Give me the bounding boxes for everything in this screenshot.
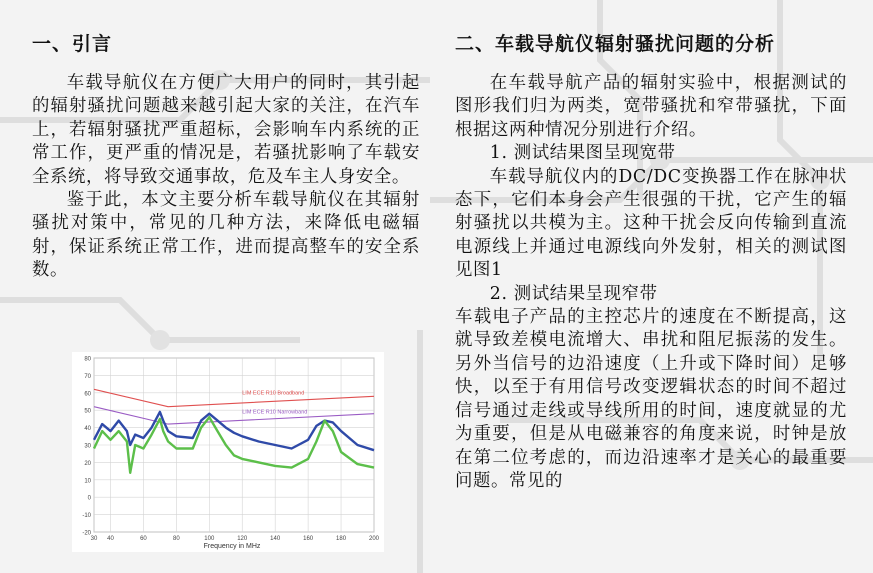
emission-chart-svg [72,352,384,552]
right-column [455,30,847,493]
intro-paragraph-1: 车载导航仪在方便广大用户的同时，其引起的辐射骚扰问题越来越引起大家的关注，在汽车上，若辐射骚扰严重超标，会影响车内系统的正常工作，更严重的情况是，若骚扰影响了车载安全系统，将导致交通事故，危及车主人身安全。 [32,73,420,187]
narrowband-body: 车载电子产品的主控芯片的速度在不断提高，这就导致差模电流增大、串扰和阻尼振荡的发生。另外当信号的边沿速度（上升或下降时间）足够快，以至于有用信号改变逻辑状态的时间不超过信号通过走线或导线所用的时间，速度就显的尤为重要，但是从电磁兼容的角度来说，时钟是放在第二位考虑的，而边沿速率才是关心的最重要问题。常见的 [455,307,847,491]
analysis-heading: 二、车载导航仪辐射骚扰问题的分析 [455,33,776,55]
y-tick-label: 50 [84,408,91,415]
analysis-intro: 在车载导航产品的辐射实验中，根据测试的图形我们归为两类，宽带骚扰和窄带骚扰，下面根据这两种情况分别进行介绍。 [455,73,847,140]
x-tick-labels [91,536,380,542]
y-tick-label: -10 [82,513,91,520]
x-tick-label: 80 [173,536,180,542]
intro-paragraph-2: 鉴于此，本文主要分析车载导航仪在其辐射骚扰对策中，常见的几种方法，来降低电磁辐射，保证系统正常工作，进而提高整车的安全系数。 [32,190,420,281]
intro-heading: 一、引言 [32,33,113,55]
x-tick-label: 60 [140,536,147,542]
x-tick-label: 180 [336,536,347,542]
y-tick-label: 60 [84,391,91,398]
x-tick-label: 30 [90,536,98,542]
y-tick-label: -20 [82,530,91,537]
broadband-body: 车载导航仪内的DC/DC变换器工作在脉冲状态下，它们本身会产生很强的干扰，它产生的辐射骚扰以共模为主。这种干扰会反向传输到直流电源线上并通过电源线向外发射，相关的测试图见图1 [455,166,847,281]
narrowband-title: 2. 测试结果呈现窄带 [489,283,658,304]
x-tick-label: 40 [107,536,114,542]
y-tick-label: 10 [84,478,91,485]
y-tick-label: 40 [84,426,91,433]
y-tick-labels [82,357,91,537]
left-column [32,30,420,283]
emission-chart [72,352,384,552]
y-tick-label: 80 [84,356,91,363]
y-tick-label: 30 [84,443,91,450]
broadband-title: 1. 测试结果图呈现宽带 [489,143,676,164]
y-tick-label: 70 [84,373,91,380]
broadband-limit-label: LIM ECE R10 Broadband [242,390,305,397]
x-tick-label: 120 [237,536,248,542]
narrowband-limit-label: LIM ECE R10 Narrowband [242,409,308,416]
y-tick-label: 20 [84,460,91,467]
y-tick-label: 0 [87,495,91,502]
x-tick-label: 140 [270,536,281,542]
x-tick-label: 200 [368,536,380,542]
x-axis-label: Frequency in MHz [203,543,261,550]
x-tick-label: 100 [204,536,215,542]
x-tick-label: 160 [303,536,314,542]
